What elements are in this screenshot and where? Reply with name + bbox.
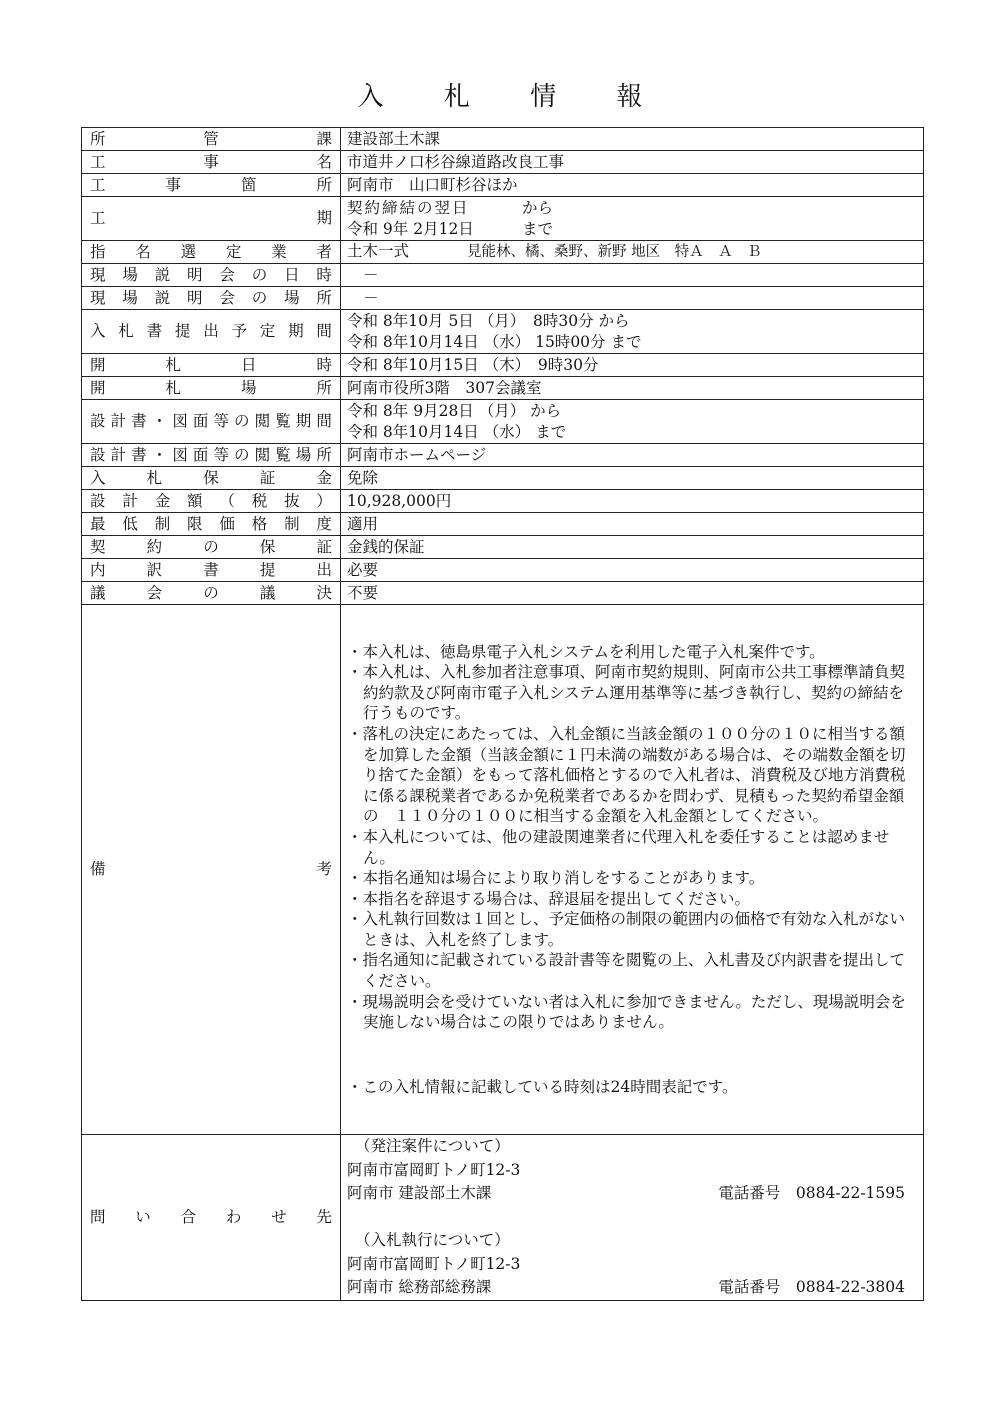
bid-submission-start: 令和 8年10月 5日 （月） 8時30分 から — [347, 311, 630, 330]
value-site-briefing-place: － — [341, 287, 924, 310]
value-remarks — [341, 605, 924, 1135]
row-breakdown — [82, 559, 924, 582]
label-min-price: 最 低 制 限 価 格 制 度 — [82, 513, 341, 536]
label-viewing-period: 設 計 書 ・ 図 面 等 の 閲 覧 期 間 — [82, 400, 341, 444]
label-project-name: 工 事 名 — [82, 151, 341, 174]
row-viewing-period — [82, 400, 924, 444]
value-period — [341, 197, 924, 241]
value-opening-place: 阿南市役所3階 307会議室 — [341, 377, 924, 400]
value-min-price: 適用 — [341, 513, 924, 536]
bid-submission-end: 令和 8年10月14日 （水） 15時00分 まで — [347, 332, 642, 351]
label-location: 工 事 箇 所 — [82, 174, 341, 197]
label-opening-datetime: 開 札 日 時 — [82, 354, 341, 377]
remark-item: ・本指名通知は場合により取り消しをすることがあります。 — [347, 869, 765, 888]
contact2-office-row — [347, 1276, 917, 1300]
label-design-amount: 設 計 金 額 （ 税 抜 ） — [82, 490, 341, 513]
period-from: から — [522, 198, 554, 217]
contact2-office: 阿南市 総務部総務課 — [347, 1278, 492, 1297]
remark-item: ・指名通知に記載されている設計書等を閲覧の上、入札書及び内訳書を提出してください。 — [347, 951, 906, 991]
value-designated — [341, 241, 924, 264]
label-contact: 問 い 合 わ せ 先 — [82, 1135, 341, 1301]
row-period — [82, 197, 924, 241]
remark-item: ・本指名を辞退する場合は、辞退届を提出してください。 — [347, 889, 751, 908]
viewing-period-end: 令和 8年10月14日 （水） まで — [347, 422, 567, 441]
label-remarks: 備 考 — [82, 605, 341, 1135]
row-contract-bond — [82, 536, 924, 559]
remark-list — [347, 642, 917, 1033]
remark-spacer — [347, 1033, 917, 1077]
row-department — [82, 128, 924, 151]
contact2-address: 阿南市富岡町トノ町12-3 — [347, 1254, 521, 1273]
row-council — [82, 582, 924, 605]
remark-item: ・現場説明会を受けていない者は入札に参加できません。ただし、現場説明会を実施しない場合はこの限りではありません。 — [347, 992, 906, 1032]
row-contact — [82, 1135, 924, 1301]
bid-info-table — [81, 127, 924, 1301]
label-opening-place: 開 札 場 所 — [82, 377, 341, 400]
row-site-briefing-date — [82, 264, 924, 287]
value-project-name: 市道井ノ口杉谷線道路改良工事 — [341, 151, 924, 174]
contact1-office: 阿南市 建設部土木課 — [347, 1184, 492, 1203]
value-breakdown: 必要 — [341, 559, 924, 582]
contact1-address: 阿南市富岡町トノ町12-3 — [347, 1160, 521, 1179]
row-project-name — [82, 151, 924, 174]
value-viewing-place: 阿南市ホームページ — [341, 444, 924, 467]
row-bid-bond — [82, 467, 924, 490]
row-viewing-place — [82, 444, 924, 467]
row-remarks — [82, 605, 924, 1135]
label-site-briefing-place: 現 場 説 明 会 の 場 所 — [82, 287, 341, 310]
remark-item: ・本入札は、入札参加者注意事項、阿南市契約規則、阿南市公共工事標準請負契約約款及び阿南市電子入札システム運用基準等に基づき執行し、契約の締結を行うものです。 — [347, 663, 906, 723]
contact-separator — [347, 1206, 917, 1230]
row-location — [82, 174, 924, 197]
label-breakdown: 内 訳 書 提 出 — [82, 559, 341, 582]
label-bid-bond: 入 札 保 証 金 — [82, 467, 341, 490]
label-designated: 指 名 選 定 業 者 — [82, 241, 341, 264]
label-council: 議 会 の 議 決 — [82, 582, 341, 605]
period-start: 契約締結の翌日 — [347, 198, 470, 217]
value-contact — [341, 1135, 924, 1301]
designated-districts: 見能林、橘、桑野、新野 地区 特Ａ Ａ Ｂ — [467, 244, 762, 260]
row-site-briefing-place — [82, 287, 924, 310]
remark-item: ・本入札については、他の建設関連業者に代理入札を委任することは認めません。 — [347, 827, 890, 867]
row-min-price — [82, 513, 924, 536]
value-viewing-period — [341, 400, 924, 444]
document-title: 入 札 情 報 — [357, 82, 669, 112]
label-department: 所 管 課 — [82, 128, 341, 151]
value-bid-submission — [341, 310, 924, 354]
value-bid-bond: 免除 — [341, 467, 924, 490]
value-council: 不要 — [341, 582, 924, 605]
remark-final-note: ・この入札情報に記載している時刻は24時間表記です。 — [347, 1077, 738, 1096]
row-design-amount — [82, 490, 924, 513]
remark-item: ・落札の決定にあたっては、入札金額に当該金額の１００分の１０に相当する額を加算した金額（当該金額に１円未満の端数がある場合は、その端数金額を切り捨てた金額）をもって落札価格とするので入札者は、消費税及び地方消費税に係る課税業者であるか免税業者であるかを問わず、見積もった契約希望金額の １１０分の１００に相当する金額を入札金額としてください。 — [347, 724, 906, 826]
contact2-phone: 電話番号 0884-22-3804 — [718, 1278, 905, 1297]
value-design-amount: 10,928,000円 — [341, 490, 924, 513]
row-bid-submission — [82, 310, 924, 354]
row-opening-place — [82, 377, 924, 400]
period-until: まで — [522, 219, 554, 238]
row-designated — [82, 241, 924, 264]
viewing-period-start: 令和 8年 9月28日 （月） から — [347, 401, 562, 420]
label-bid-submission: 入 札 書 提 出 予 定 期 間 — [82, 310, 341, 354]
contact2-heading: （入札執行について） — [355, 1231, 510, 1250]
label-period: 工 期 — [82, 197, 341, 241]
contact1-office-row — [347, 1182, 917, 1206]
remark-item: ・本入札は、徳島県電子入札システムを利用した電子入札案件です。 — [347, 642, 825, 661]
designated-category: 土木一式 — [347, 242, 410, 260]
value-location: 阿南市 山口町杉谷ほか — [341, 174, 924, 197]
contact1-phone: 電話番号 0884-22-1595 — [718, 1184, 905, 1203]
contact1-heading: （発注案件について） — [355, 1137, 510, 1156]
label-viewing-place: 設 計 書 ・ 図 面 等 の 閲 覧 場 所 — [82, 444, 341, 467]
value-opening-datetime: 令和 8年10月15日 （木） 9時30分 — [341, 354, 924, 377]
label-site-briefing-date: 現 場 説 明 会 の 日 時 — [82, 264, 341, 287]
value-contract-bond: 金銭的保証 — [341, 536, 924, 559]
row-opening-datetime — [82, 354, 924, 377]
period-end: 令和 9年 2月12日 — [347, 219, 474, 238]
label-contract-bond: 契 約 の 保 証 — [82, 536, 341, 559]
remark-item: ・入札執行回数は１回とし、予定価格の制限の範囲内の価格で有効な入札がないときは、入札を終了します。 — [347, 910, 906, 949]
value-site-briefing-date: － — [341, 264, 924, 287]
value-department: 建設部土木課 — [341, 128, 924, 151]
